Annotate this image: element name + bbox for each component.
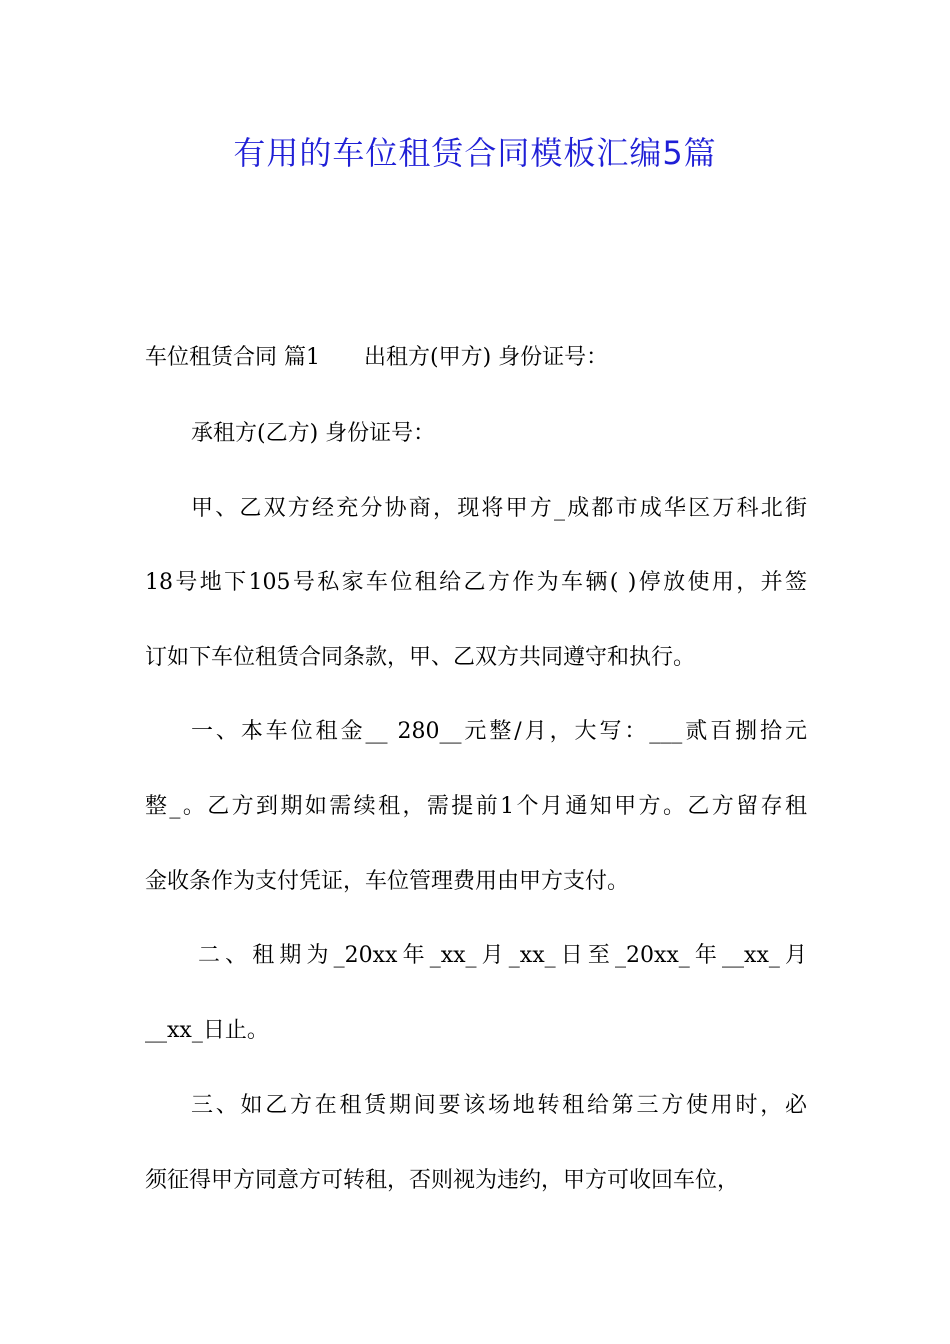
lessor-id-label: 出租方(甲方) 身份证号：	[364, 345, 609, 370]
clause-3-line-1: 三、如乙方在租赁期间要该场地转租给第三方使用时，必	[191, 1093, 807, 1118]
clause-3-line-2: 须征得甲方同意方可转租，否则视为违约，甲方可收回车位，	[145, 1168, 740, 1193]
clause-1-line-3: 金收条作为支付凭证，车位管理费用由甲方支付。	[145, 869, 630, 894]
paragraph-line-1	[145, 342, 807, 374]
paragraph-line-5: 订如下车位租赁合同条款，甲、乙双方共同遵守和执行。	[145, 645, 696, 670]
clause-2-line-1: 二、租期为_20xx年_xx_月_xx_日至_20xx_年__xx_月	[198, 943, 807, 968]
paragraph-line-3: 甲、乙双方经充分协商，现将甲方_成都市成华区万科北街	[191, 496, 807, 521]
clause-1-line-1: 一、本车位租金__ 280__元整/月，大写：___贰百捌拾元	[191, 719, 807, 744]
lessee-id-label: 承租方(乙方) 身份证号：	[191, 421, 436, 446]
clause-1-line-2: 整_。乙方到期如需续租，需提前1个月通知甲方。乙方留存租	[145, 794, 807, 819]
paragraph-line-4: 18号地下105号私家车位租给乙方作为车辆( )停放使用，并签	[145, 570, 807, 595]
document-title: 有用的车位租赁合同模板汇编5篇	[233, 134, 717, 172]
clause-2-line-2: __xx_日止。	[145, 1018, 269, 1043]
section-heading: 车位租赁合同 篇1	[145, 345, 320, 370]
